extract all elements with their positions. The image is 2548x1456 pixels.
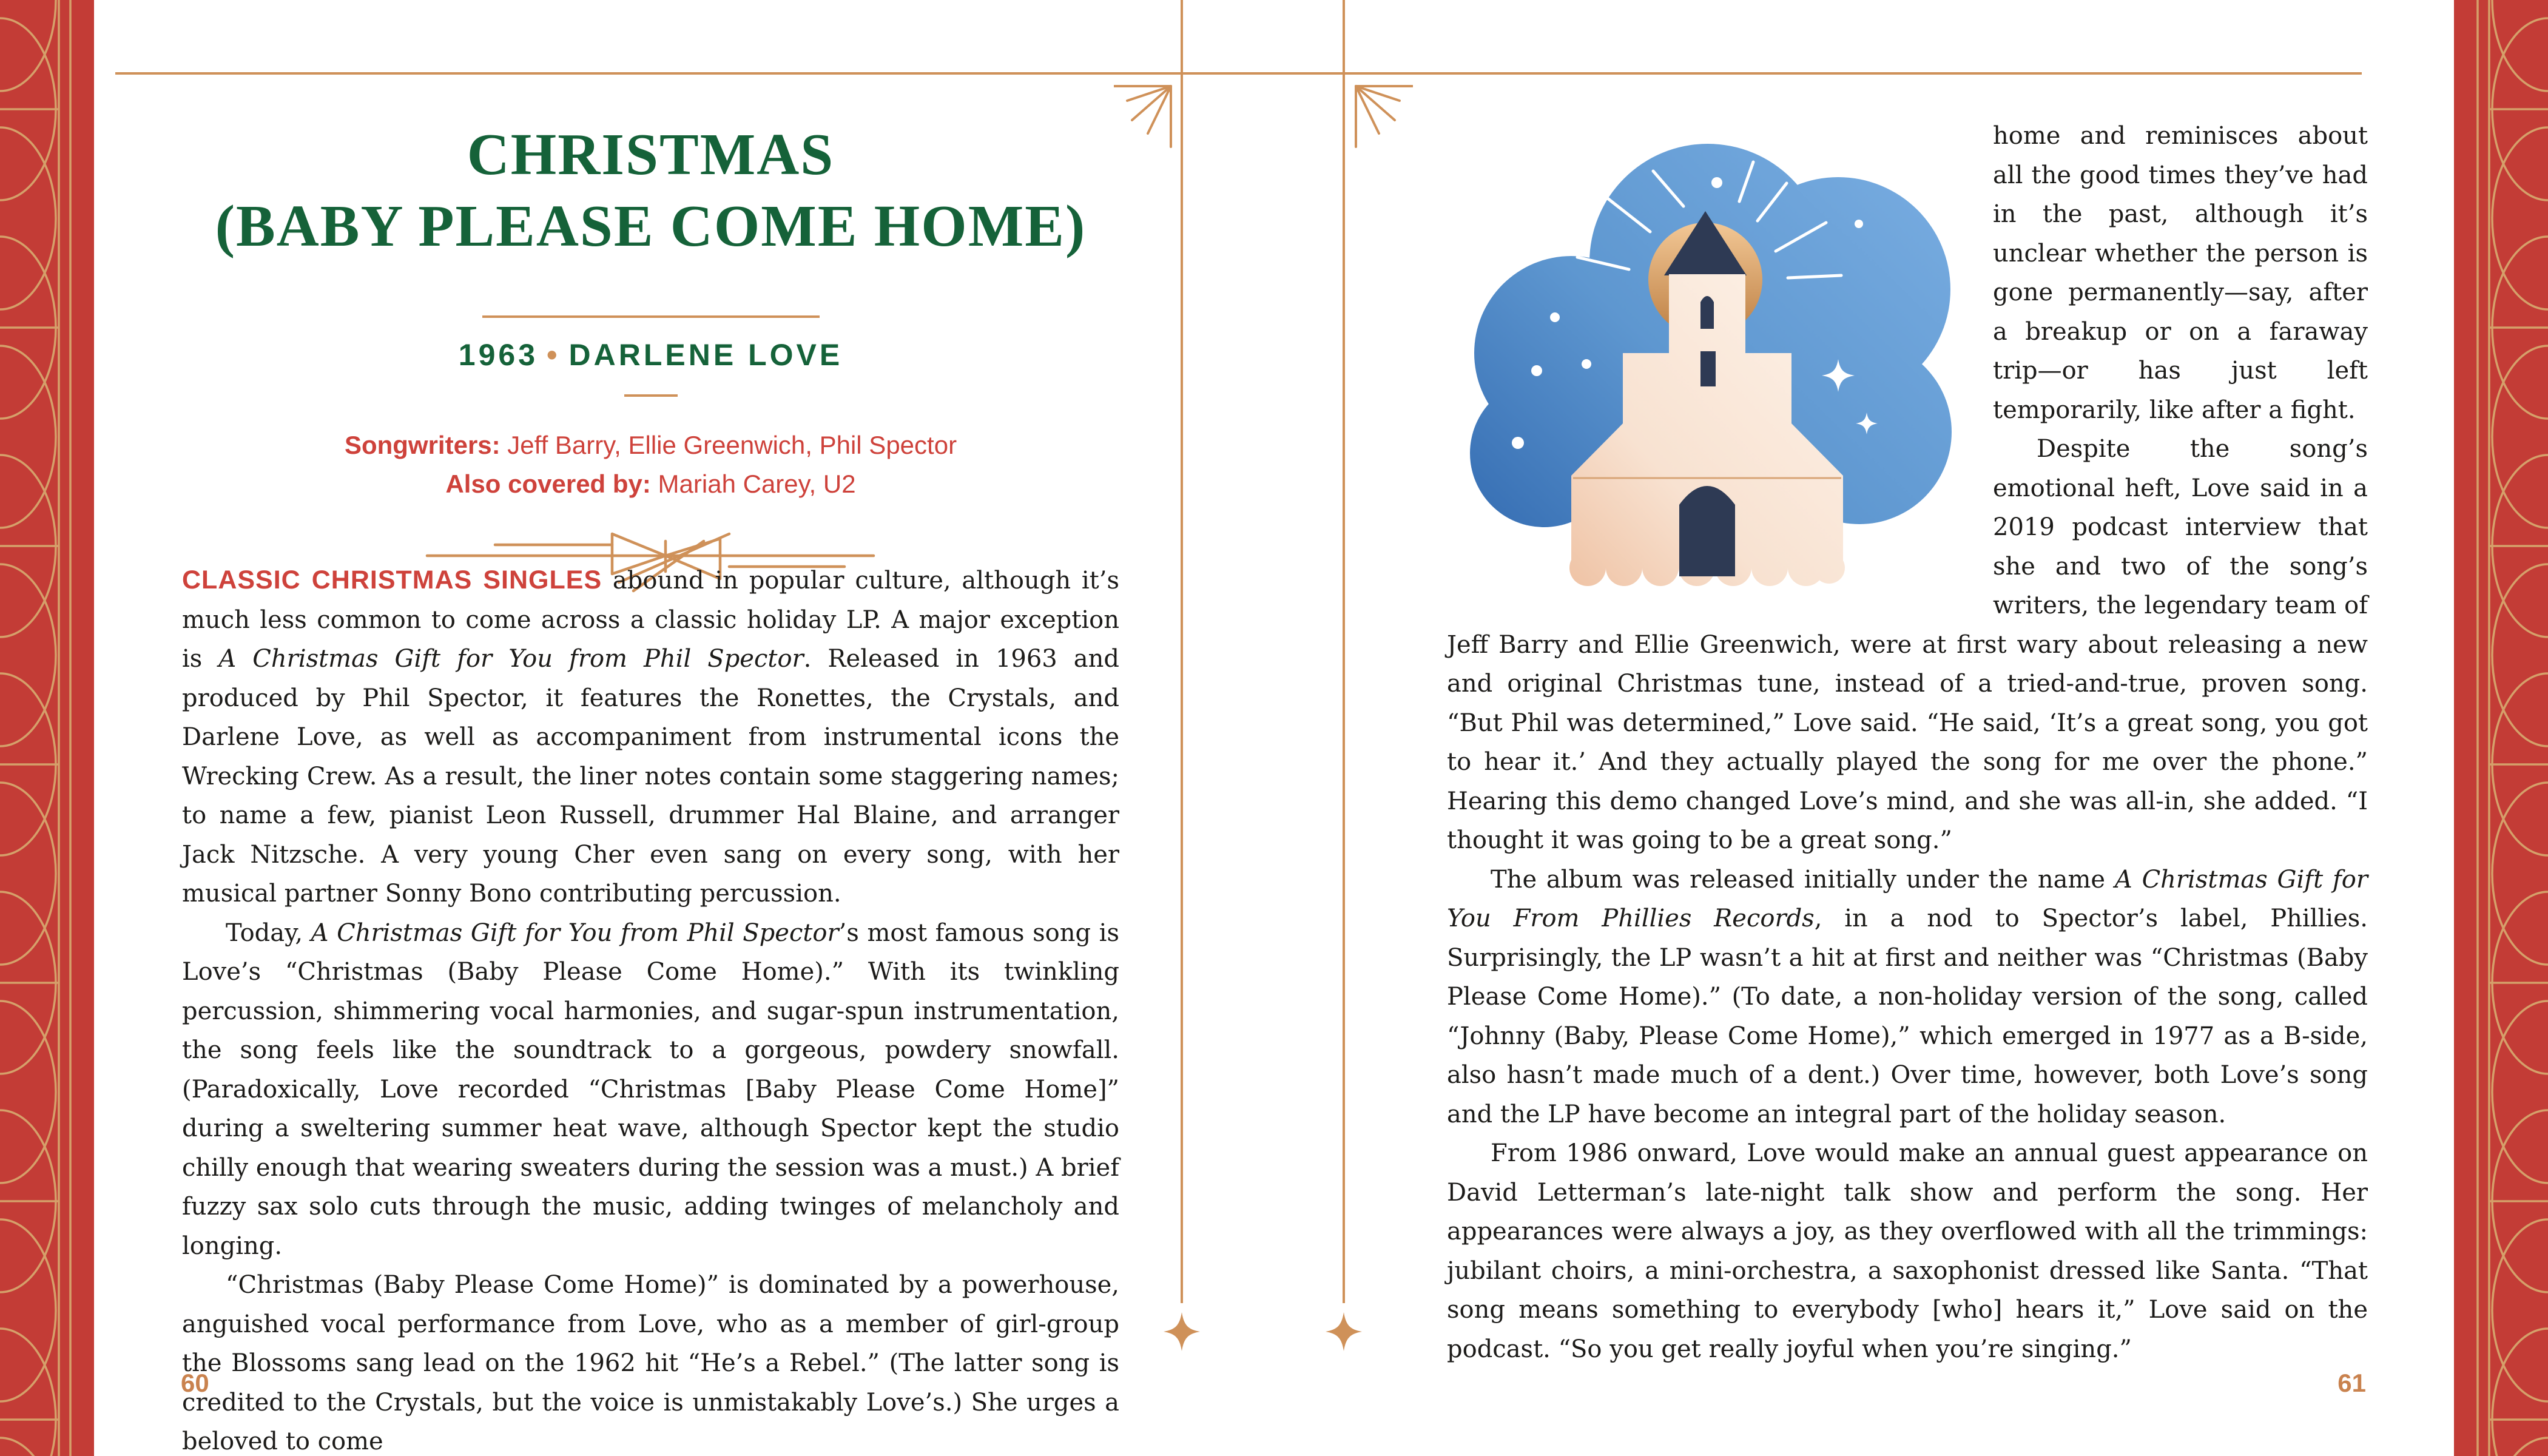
church-illustration	[1447, 116, 1960, 596]
songwriters-names: Jeff Barry, Ellie Greenwich, Phil Spector	[500, 431, 957, 459]
article-paragraph: CLASSIC CHRISTMAS SINGLES abound in popular culture, although it’s much less common to come across a classic holiday LP. A major exception is A Christmas Gift for You from Phil Spector. Released in 1963 and produced by Phil Spector, it features the Ronettes, the Crystals, and Darlene Love, as well as accompaniment from instrumental icons the Wrecking Crew. As a result, the liner notes contain some staggering names; to name a few, pianist Leon Russell, drummer Hal Blaine, and arranger Jack Nitzsche. A very young Cher even sang on every song, with her musical partner Sonny Bono contributing percussion.	[182, 565, 1119, 908]
article-paragraph: “Christmas (Baby Please Come Home)” is dominated by a powerhouse, anguished vocal performance from Love, who as a member of girl-group the Blossoms sang lead on the 1962 hit “He’s a Rebel.” (The latter song is credited to the Crystals, but the voice is unmistakably Love’s.) She urges a beloved to come	[182, 1271, 1119, 1455]
right-page-body	[1447, 116, 2368, 1369]
sparkle-icon	[1164, 1312, 1200, 1351]
sparkle-icon	[1326, 1312, 1362, 1351]
article-paragraph: Today, A Christmas Gift for You from Phil Spector’s most famous song is Love’s “Christmas (Baby Please Come Home).” With its twinkling percussion, shimmering vocal harmonies, and sugar-spun instrumentation, the song feels like the soundtrack to a gorgeous, powdery snowfall. (Paradoxically, Love recorded “Christmas [Baby Please Come Home]” during a sweltering summer heat wave, although Spector kept the studio chilly enough that wearing sweaters during the session was a must.) A brief fuzzy sax solo cuts through the music, adding twinges of melancholy and longing.	[182, 918, 1119, 1260]
year-artist-line	[182, 337, 1119, 372]
credits-block	[182, 426, 1119, 504]
songwriters-label: Songwriters:	[344, 431, 500, 459]
spine-line-right	[1343, 0, 1345, 1303]
page-number-left: 60	[181, 1369, 209, 1397]
title-rule	[482, 315, 820, 318]
border-ornament-right	[2454, 0, 2548, 1456]
top-rule	[115, 72, 2362, 75]
page-number-right: 61	[2337, 1369, 2366, 1397]
border-ornament-left	[0, 0, 94, 1456]
article-paragraph: Despite the song’s emotional heft, Love said in a 2019 podcast interview that she and two of the song’s writers, the legendary team of Jeff Barry and Ellie Greenwich, were at first wary about releasing a new and original Christmas tune, instead of a tried-and-true, proven song. “But Phil was determined,” Love said. “He said, ‘It’s a great song, you got to hear it.’ And they actually played the song for me over the phone.” Hearing this demo changed Love’s mind, and she was all-in, she added. “I thought it was going to be a great song.”	[1447, 435, 2368, 854]
article-paragraph: home and reminisces about all the good times they’ve had in the past, although it’s unclear whether the person is gone permanently—say, after a breakup or on a faraway trip—or has just left temporarily, like after a fight.	[1993, 122, 2368, 424]
year-label: 1963	[458, 338, 538, 372]
bullet-separator-icon: •	[547, 338, 561, 372]
left-page-body	[182, 561, 1119, 1456]
article-paragraph: The album was released initially under the name A Christmas Gift for You From Phillies Records, in a nod to Spector’s label, Phillies. Surprisingly, the LP wasn’t a hit at first and neither was “Christmas (Baby Please Come Home).” (To date, a non-holiday version of the song, called “Johnny (Baby, Please Come Home),” which emerged in 1977 as a B-side, also hasn’t made much of a dent.) Over time, however, both Love’s song and the LP have become an integral part of the holiday season.	[1447, 865, 2368, 1128]
covered-label: Also covered by:	[445, 470, 651, 498]
covered-names: Mariah Carey, U2	[650, 470, 856, 498]
fan-ornament-icon	[1114, 83, 1175, 148]
artist-name: DARLENE LOVE	[568, 338, 843, 372]
songwriters-line	[182, 426, 1119, 465]
title-line-1: CHRISTMAS	[467, 122, 835, 187]
spine-line-left	[1181, 0, 1183, 1303]
fan-ornament-icon	[1352, 83, 1413, 148]
covered-line	[182, 465, 1119, 504]
article-paragraph: From 1986 onward, Love would make an annual guest appearance on David Letterman’s late-night talk show and perform the song. Her appearances were always a joy, as they overflowed with all the trimmings: jubilant choirs, a mini-orchestra, a saxophonist dressed like Santa. “That song means something to everybody [who] hears it,” Love said on the podcast. “So you get really joyful when you’re singing.”	[1447, 1139, 2368, 1363]
title-line-2: (BABY PLEASE COME HOME)	[215, 194, 1087, 258]
chapter-title	[182, 119, 1119, 262]
section-dash	[624, 394, 678, 397]
